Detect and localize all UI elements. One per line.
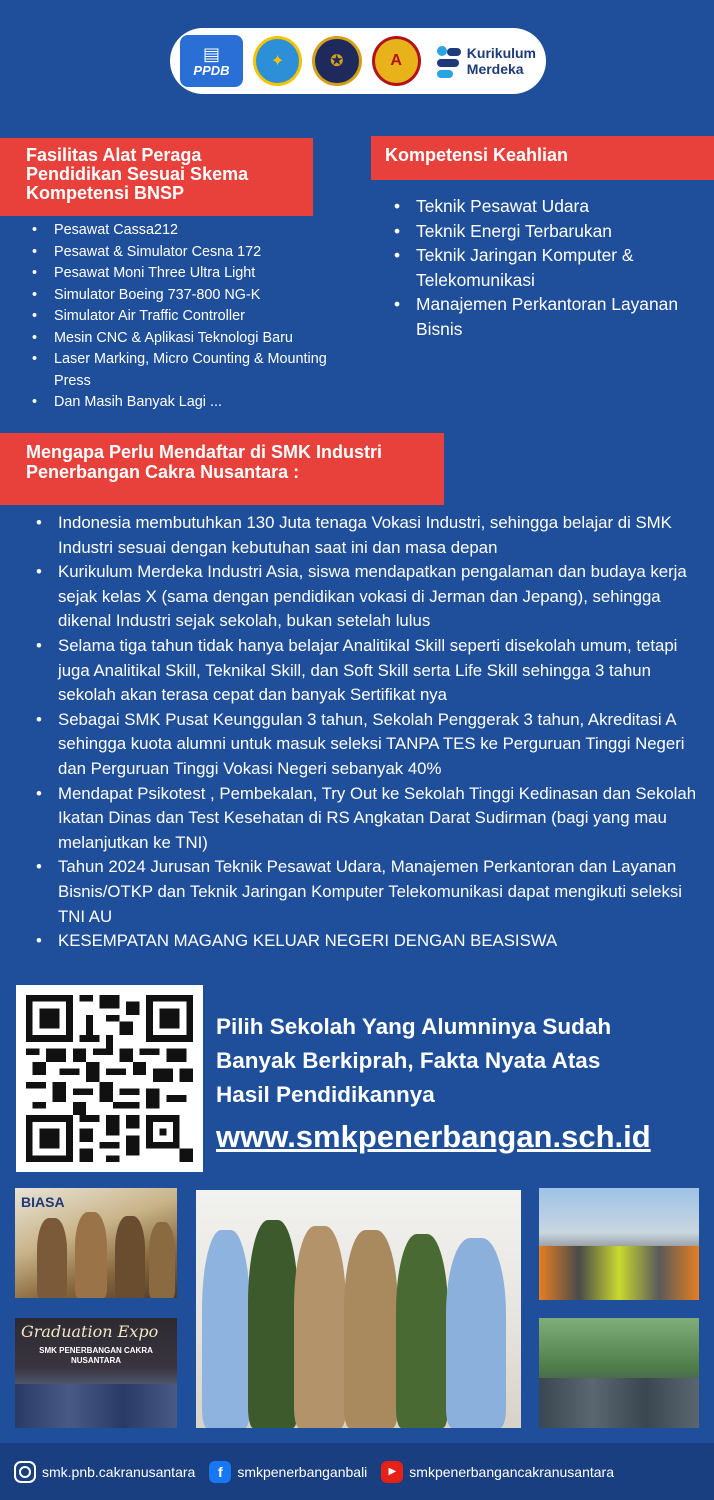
- youtube-icon: ▶: [381, 1461, 403, 1483]
- website-link[interactable]: www.smkpenerbangan.sch.id: [216, 1119, 651, 1154]
- kompetensi-item: • Manajemen Perkantoran Layanan Bisnis: [416, 292, 706, 341]
- photo-students-event: [15, 1188, 177, 1298]
- ppdb-logo-text: PPDB: [193, 62, 230, 78]
- instagram-handle: smk.pnb.cakranusantara: [42, 1463, 196, 1480]
- photo-2-caption: Graduation Expo: [21, 1322, 159, 1341]
- instagram-link[interactable]: [14, 1461, 195, 1483]
- mengapa-item: • Sebagai SMK Pusat Keunggulan 3 tahun, Sekolah Penggerak 3 tahun, Akreditasi A sehingga kuota alumni untuk masuk seleksi TANPA TES ke Perguruan Tinggi Negeri dan Perguruan Tinggi Vokasi Negeri sebanyak 40%: [58, 708, 708, 782]
- mengapa-item: • Tahun 2024 Jurusan Teknik Pesawat Udara, Manajemen Perkantoran dan Layanan Bisnis/OTKP dan Teknik Jaringan Komputer Telekomunikasi dapat mengikuti seleksi TNI AU: [58, 855, 708, 929]
- qr-code[interactable]: [16, 985, 203, 1172]
- kurikulum-merdeka-logo: [435, 44, 536, 78]
- mengapa-item: • KESEMPATAN MAGANG KELUAR NEGERI DENGAN BEASISWA: [58, 929, 708, 954]
- kompetensi-item: • Teknik Pesawat Udara: [416, 194, 706, 219]
- mengapa-heading: Mengapa Perlu Mendaftar di SMK Industri Penerbangan Cakra Nusantara :: [0, 433, 444, 505]
- school-emblem-logo: ✪: [312, 36, 361, 86]
- fasilitas-heading: Fasilitas Alat Peraga Pendidikan Sesuai Skema Kompetensi BNSP: [0, 138, 313, 216]
- ppdb-logo: [180, 35, 243, 87]
- kompetensi-list: [416, 194, 706, 342]
- fasilitas-item: • Simulator Air Traffic Controller: [54, 306, 339, 328]
- facebook-link[interactable]: [209, 1461, 367, 1483]
- facebook-icon: f: [209, 1461, 231, 1483]
- photo-1-caption: BIASA: [21, 1194, 65, 1210]
- mengapa-list: [58, 511, 708, 954]
- fasilitas-item: • Dan Masih Banyak Lagi ...: [54, 392, 339, 414]
- kurikulum-text-line1: Kurikulum: [466, 45, 537, 61]
- akreditasi-grade: A: [390, 52, 402, 69]
- fasilitas-item: • Laser Marking, Micro Counting & Mounting Press: [54, 349, 339, 392]
- promo-tagline: Pilih Sekolah Yang Alumninya Sudah Banyak Berkiprah, Fakta Nyata Atas Hasil Pendidikannya: [216, 1014, 612, 1107]
- photo-graduation-expo: [15, 1318, 177, 1428]
- youtube-link[interactable]: [381, 1461, 614, 1483]
- kompetensi-heading: Kompetensi Keahlian: [371, 136, 714, 180]
- facebook-handle: smkpenerbanganbali: [237, 1463, 368, 1480]
- fasilitas-list: [54, 220, 339, 414]
- youtube-handle: smkpenerbangancakranusantara: [409, 1463, 614, 1480]
- fasilitas-item: • Pesawat Moni Three Ultra Light: [54, 263, 339, 285]
- mengapa-item: • Selama tiga tahun tidak hanya belajar Analitikal Skill seperti disekolah umum, tetapi juga Analitikal Skill, Teknikal Skill, dan Soft Skill serta Life Skill sehingga 3 tahun sekolah akan terasa cepat dan banyak Sertifikat nya: [58, 634, 708, 708]
- social-footer: [0, 1443, 714, 1500]
- instagram-icon: [14, 1461, 36, 1483]
- kompetensi-item: • Teknik Jaringan Komputer & Telekomunikasi: [416, 243, 706, 292]
- fasilitas-item: • Pesawat Cassa212: [54, 220, 339, 242]
- kurikulum-text-line2: Merdeka: [466, 61, 524, 77]
- logo-strip: [170, 28, 546, 94]
- akreditasi-badge: [372, 36, 421, 86]
- photo-outdoor-group: [539, 1318, 699, 1428]
- photo-airport-group: [539, 1188, 699, 1300]
- photo-students-uniform: [196, 1190, 521, 1428]
- fasilitas-item: • Pesawat & Simulator Cesna 172: [54, 242, 339, 264]
- mengapa-item: • Indonesia membutuhkan 130 Juta tenaga Vokasi Industri, sehingga belajar di SMK Industri sesuai dengan kebutuhan saat ini dan masa depan: [58, 511, 708, 560]
- book-icon: ▤: [202, 43, 220, 64]
- mengapa-item: • Kurikulum Merdeka Industri Asia, siswa mendapatkan pengalaman dan budaya kerja sejak kelas X (sama dengan pendidikan vokasi di Jerman dan Jepang), sehingga dikenal Industri sejak sekolah, bukan setelah lulus: [58, 560, 708, 634]
- kurikulum-merdeka-icon: [435, 44, 461, 78]
- fasilitas-item: • Mesin CNC & Aplikasi Teknologi Baru: [54, 328, 339, 350]
- photo-2-subcaption: SMK PENERBANGAN CAKRA NUSANTARA: [39, 1346, 153, 1365]
- qr-code-icon: [26, 995, 193, 1162]
- tut-wuri-handayani-logo: ✦: [253, 36, 302, 86]
- mengapa-item: • Mendapat Psikotest , Pembekalan, Try Out ke Sekolah Tinggi Kedinasan dan Sekolah Ikatan Dinas dan Test Kesehatan di RS Angkatan Darat Sudirman (bagi yang mau melanjutkan ke TNI): [58, 782, 708, 856]
- kompetensi-item: • Teknik Energi Terbarukan: [416, 219, 706, 244]
- fasilitas-item: • Simulator Boeing 737-800 NG-K: [54, 285, 339, 307]
